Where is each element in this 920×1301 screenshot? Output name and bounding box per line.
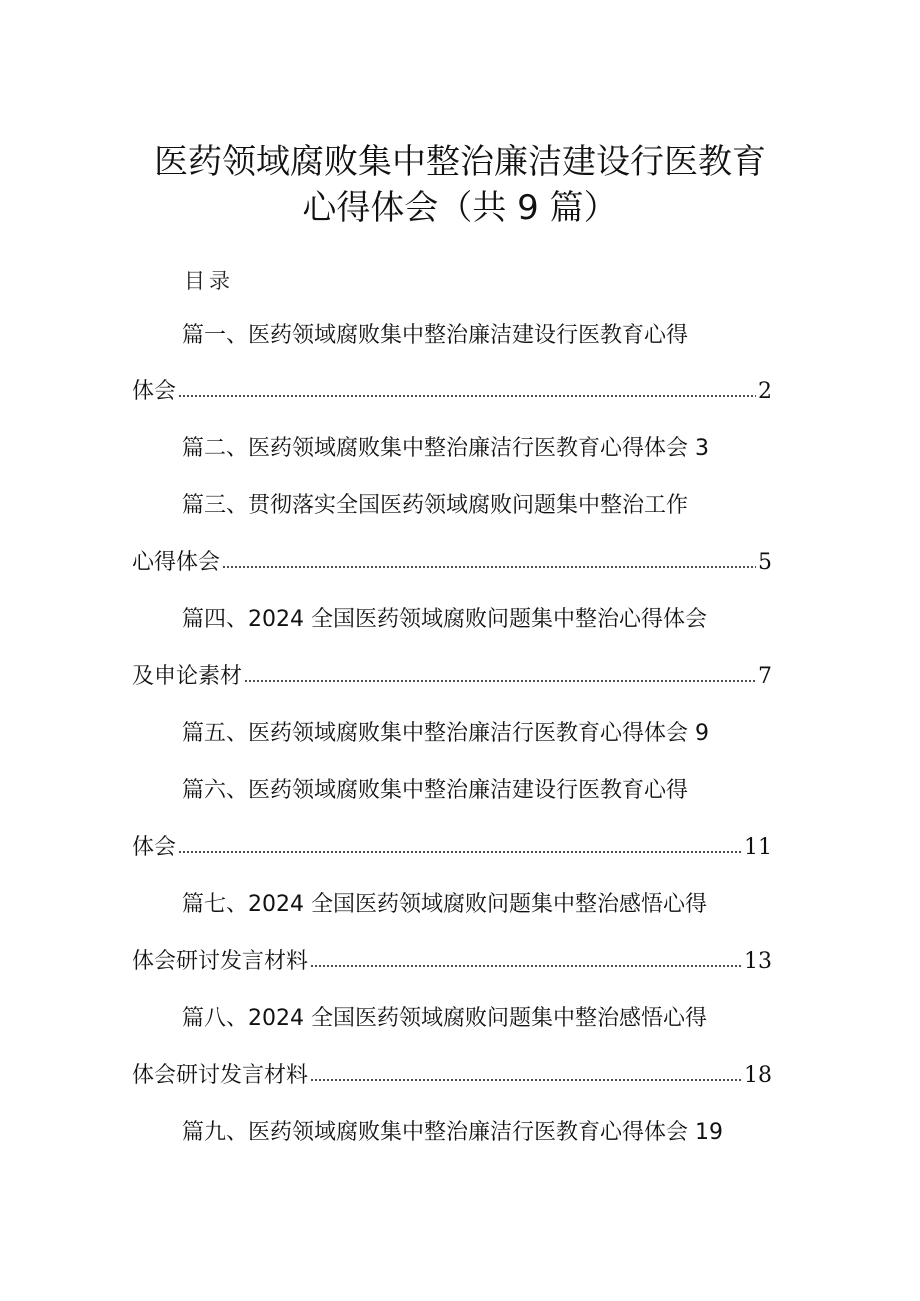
toc-entry-1-page-number: 2 [758, 379, 772, 404]
toc-entry-7-title[interactable]: 篇七、2024 全国医药领域腐败问题集中整治感悟心得 [182, 892, 707, 917]
document-title-line-2: 心得体会（共 9 篇） [302, 188, 618, 228]
toc-entry-8-title[interactable]: 篇八、2024 全国医药领域腐败问题集中整治感悟心得 [182, 1006, 707, 1031]
toc-entry-1-title[interactable]: 篇一、医药领域腐败集中整治廉洁建设行医教育心得 [182, 323, 689, 348]
toc-entry-6-continuation[interactable] [132, 832, 772, 864]
dot-leader [178, 848, 742, 856]
toc-entry-1-continuation[interactable] [132, 376, 772, 408]
toc-entry-4-page-number: 7 [758, 664, 772, 689]
toc-entry-6-title[interactable]: 篇六、医药领域腐败集中整治廉洁建设行医教育心得 [182, 778, 689, 803]
toc-entry-8-continuation[interactable] [132, 1060, 772, 1092]
toc-entry-6-page-number: 11 [744, 835, 772, 860]
toc-entry-8-page-number: 18 [744, 1063, 772, 1088]
toc-entry-2-title[interactable]: 篇二、医药领域腐败集中整治廉洁行医教育心得体会 3 [182, 436, 709, 461]
toc-entry-9-title[interactable]: 篇九、医药领域腐败集中整治廉洁行医教育心得体会 19 [182, 1120, 723, 1145]
toc-entry-1-text: 体会 [132, 379, 177, 404]
toc-entry-7-continuation[interactable] [132, 946, 772, 978]
toc-entry-3-continuation[interactable] [132, 547, 772, 579]
toc-entry-7-text: 体会研讨发言材料 [132, 949, 309, 974]
toc-entry-4-text: 及申论素材 [132, 664, 243, 689]
toc-entry-6-text: 体会 [132, 835, 177, 860]
dot-leader [222, 563, 756, 571]
dot-leader [310, 1076, 742, 1084]
dot-leader [178, 392, 756, 400]
document-title-line-1: 医药领域腐败集中整治廉洁建设行医教育 [154, 142, 766, 182]
toc-entry-4-title[interactable]: 篇四、2024 全国医药领域腐败问题集中整治心得体会 [182, 607, 707, 632]
toc-entry-3-title[interactable]: 篇三、贯彻落实全国医药领域腐败问题集中整治工作 [182, 493, 689, 518]
toc-heading: 目录 [184, 269, 234, 293]
toc-entry-5-title[interactable]: 篇五、医药领域腐败集中整治廉洁行医教育心得体会 9 [182, 721, 709, 746]
toc-entry-8-text: 体会研讨发言材料 [132, 1063, 309, 1088]
toc-entry-4-continuation[interactable] [132, 661, 772, 693]
toc-entry-3-page-number: 5 [758, 550, 772, 575]
toc-entry-3-text: 心得体会 [132, 550, 221, 575]
dot-leader [244, 677, 756, 685]
dot-leader [310, 962, 742, 970]
toc-entry-7-page-number: 13 [744, 949, 772, 974]
